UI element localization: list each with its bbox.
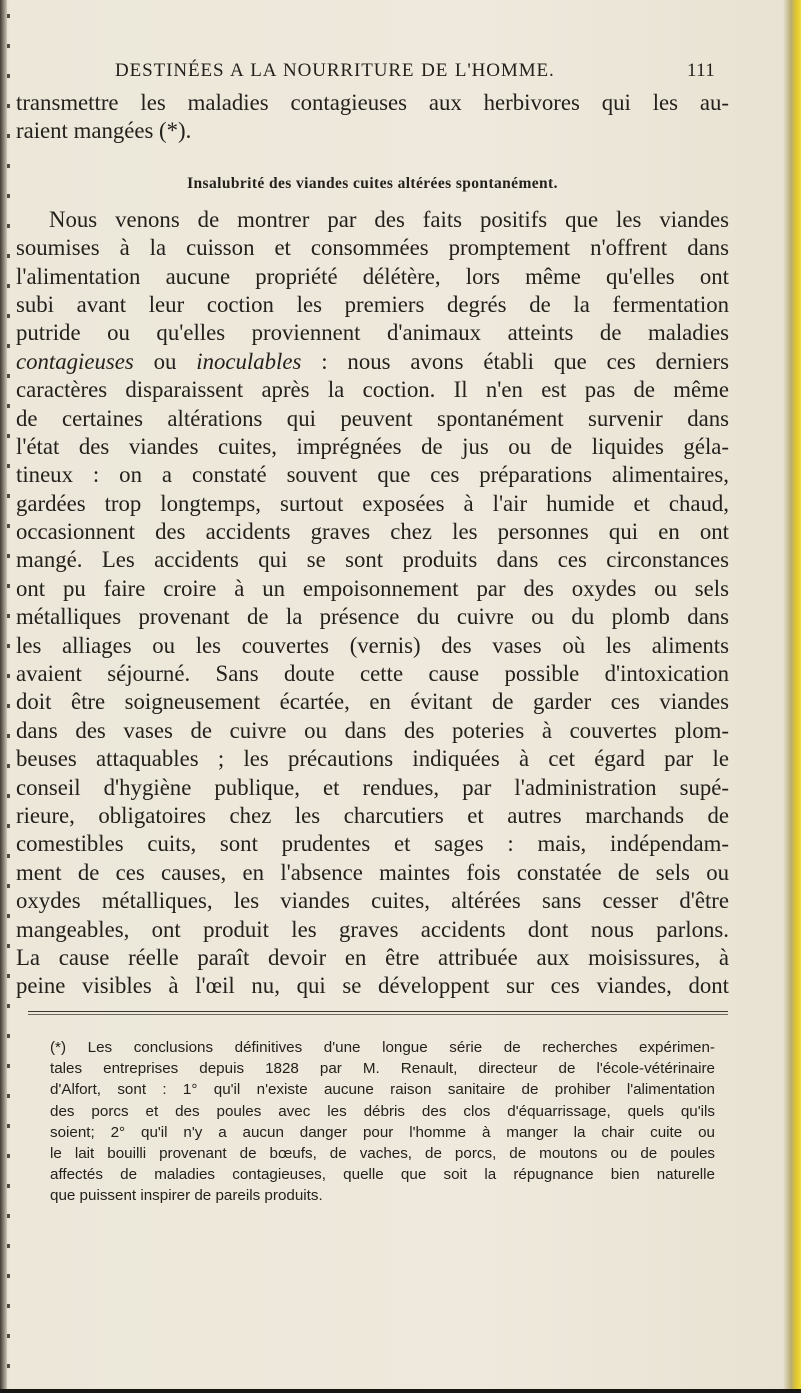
paragraph-line: doit être soigneusement écartée, en évitant de garder ces viandes — [16, 689, 729, 715]
paragraph-line: caractères disparaissent après la coction. Il n'en est pas de même — [16, 377, 729, 403]
paragraph-line: l'état des viandes cuites, imprégnées de jus ou de liquides géla- — [16, 433, 729, 459]
paragraph-line-with-italics — [16, 348, 729, 376]
paragraph-line: beuses attaquables ; les précautions indiquées à cet égard par le — [16, 746, 729, 772]
running-header — [115, 56, 715, 86]
paragraph-line: ment de ces causes, en l'absence maintes fois constatée de sels ou — [16, 859, 729, 885]
paragraph-line: comestibles cuits, sont prudentes et sages : mais, indépendam- — [16, 831, 729, 857]
paragraph-line: soumises à la cuisson et consommées promptement n'offrent dans — [16, 235, 729, 261]
footnote-line: tales entreprises depuis 1828 par M. Renault, directeur de l'école-vétérinaire — [50, 1060, 715, 1078]
section-title: Insalubrité des viandes cuites altérées spontanément. — [187, 174, 558, 192]
paragraph-line: La cause réelle paraît devoir en être attribuée aux moisissures, à — [16, 944, 729, 970]
main-text — [16, 89, 729, 1001]
paragraph-line: les alliages ou les couvertes (vernis) des vases où les aliments — [16, 632, 729, 658]
footnote-line: (*) Les conclusions définitives d'une longue série de recherches expérimen- — [50, 1039, 715, 1056]
italic-term-contagieuses: contagieuses — [16, 348, 134, 374]
paragraph-line: conseil d'hygiène publique, et rendues, par l'administration supé- — [16, 774, 729, 800]
connector-word: ou — [153, 348, 177, 374]
footnote-line: le lait bouilli provenant de bœufs, de vaches, de porcs, de moutons ou de poules — [50, 1144, 715, 1162]
page-edge-yellow — [783, 0, 801, 1393]
paragraph-line: tineux : on a constaté souvent que ces préparations alimentaires, — [16, 462, 729, 488]
paragraph-line: peine visibles à l'œil nu, qui se développent sur ces viandes, dont — [16, 973, 729, 999]
footnote-separator-shadow — [28, 1014, 728, 1015]
binding-marks — [7, 0, 10, 1393]
paragraph-line: occasionnent des accidents graves chez les personnes qui en ont — [16, 519, 729, 545]
page-number: 111 — [687, 60, 715, 81]
footnote-separator — [28, 1011, 728, 1012]
paragraph-line: putride ou qu'elles proviennent d'animaux atteints de maladies — [16, 320, 729, 346]
paragraph-line: avaient séjourné. Sans doute cette cause possible d'intoxication — [16, 661, 729, 687]
paragraph-line: l'alimentation aucune propriété délétère, lors même qu'elles ont — [16, 263, 729, 289]
paragraph-line: gardées trop longtemps, surtout exposées à l'air humide et chaud, — [16, 490, 729, 516]
book-binding-edge — [0, 0, 7, 1393]
italic-term-inoculables: inoculables — [196, 348, 302, 374]
paragraph-line: dans des vases de cuivre ou dans des poteries à couvertes plom- — [16, 717, 729, 743]
paragraph-line: Nous venons de montrer par des faits positifs que les viandes — [49, 206, 729, 232]
paragraph-line: mangé. Les accidents qui se sont produits dans ces circonstances — [16, 547, 729, 573]
footnote-line: que puissent inspirer de pareils produits. — [50, 1187, 323, 1205]
footnote-line: soient; 2° qu'il n'y a aucun danger pour l'homme à manger la chair cuite ou — [50, 1123, 715, 1141]
paragraph-line: subi avant leur coction les premiers degrés de la fermentation — [16, 291, 729, 317]
paragraph-line: rieure, obligatoires chez les charcutiers et autres marchands de — [16, 802, 729, 828]
paragraph-line: ont pu faire croire à un empoisonnement par des oxydes ou sels — [16, 575, 729, 601]
footnote-line: des porcs et des poules avec les débris des clos d'équarrissage, quels qu'ils — [50, 1102, 715, 1120]
page-bottom-edge — [0, 1389, 801, 1393]
footnote-line: affectés de maladies contagieuses, quelle que soit la répugnance bien naturelle — [50, 1166, 715, 1184]
paragraph-line: de certaines altérations qui peuvent spontanément survenir dans — [16, 405, 729, 431]
paragraph-line: oxydes métalliques, les viandes cuites, altérées sans cesser d'être — [16, 888, 729, 914]
paragraph-line: mangeables, ont produit les graves accidents dont nous parlons. — [16, 916, 729, 942]
line-tail: : nous avons établi que ces derniers — [321, 348, 730, 374]
footnote-line: d'Alfort, sont : 1° qu'il n'existe aucune raison sanitaire de prohiber l'alimentation — [50, 1081, 715, 1099]
running-title: DESTINÉES A LA NOURRITURE DE L'HOMME. — [115, 60, 555, 81]
text-line: transmettre les maladies contagieuses aux herbivores qui les au- — [16, 90, 729, 115]
footnote — [50, 1037, 715, 1207]
text-line: raient mangées (*). — [16, 118, 192, 144]
paragraph-line: métalliques provenant de la présence du cuivre ou du plomb dans — [16, 604, 729, 630]
